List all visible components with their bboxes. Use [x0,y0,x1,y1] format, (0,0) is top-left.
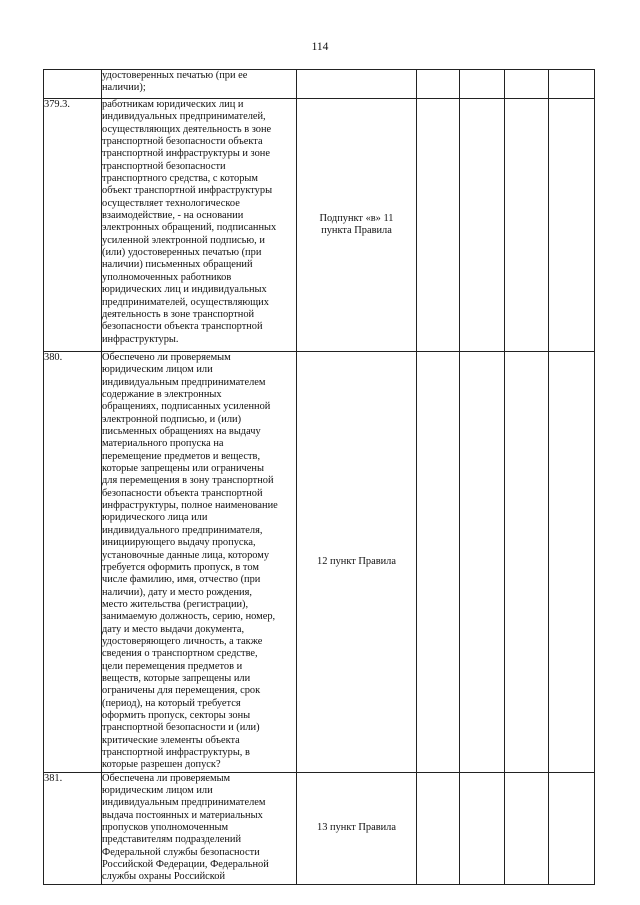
requirement-text-line: оформить пропуск, секторы зоны [102,709,251,721]
requirement-text [102,99,297,352]
requirement-text-line: взаимодействие, - на основании [102,210,244,222]
requirement-text-line: выдача постоянных и материальных [102,809,263,821]
requirement-text-line: осуществляет технологическое [102,197,240,209]
requirement-text-line: требуется оформить пропуск, в том [102,561,259,573]
requirement-text-line: работникам юридических лиц и [102,99,244,110]
item-number: 379.3. [44,99,102,352]
table-row [44,99,595,352]
legal-reference-line: Подпункт «в» 11 [319,212,394,224]
requirement-text-line: транспортной инфраструктуры и зоне [102,148,270,160]
requirement-text-line: транспортной безопасности и (или) [102,722,260,734]
requirement-text-line: для перемещения в зону транспортной [102,475,274,487]
requirement-text-line: Обеспечена ли проверяемым [102,772,231,784]
legal-reference [297,352,417,773]
requirement-text-line: ограничены для перемещения, срок [102,685,261,697]
requirement-text-line: наличии) письменных обращений [102,259,253,271]
requirement-text-line: (или) удостоверенных печатью (при [102,247,262,259]
requirement-text-line: Российской Федерации, Федеральной [102,859,269,871]
requirement-text-line: представителям подразделений [102,834,242,846]
requirement-text-line: удостоверяющего личность, а также [102,635,263,647]
requirement-text-line: объект транспортной инфраструктуры [102,185,273,197]
requirement-text-line: предпринимателей, осуществляющих [102,296,269,308]
answer-cell [460,352,505,773]
requirement-text-line: индивидуальным предпринимателем [102,797,266,809]
requirement-text-line: юридических лиц и индивидуальных [102,284,267,296]
requirement-text-line: инфраструктуры. [102,333,179,345]
item-number [44,70,102,99]
requirement-text-line: безопасности объекта транспортной [102,321,263,333]
requirement-text-line: наличии); [102,82,146,94]
legal-reference-line: пункта Правила [321,225,392,236]
requirement-text-line: электронных обращений, подписанных [102,222,277,234]
requirement-text-line: индивидуальным предпринимателем [102,376,266,388]
requirement-text-line: юридическим лицом или [102,364,213,376]
requirement-text-line: обращениях, подписанных усиленной [102,401,271,413]
table-row [44,70,595,99]
page-number: 114 [311,41,329,53]
requirement-text-line: письменных обращениях на выдачу [102,426,261,438]
table-body [44,70,595,885]
requirement-text-line: пропусков уполномоченным [102,822,229,834]
requirement-text-line: критические элементы объекта [102,734,240,746]
requirement-text-line: Федеральной службы безопасности [102,846,260,858]
item-number: 380. [44,352,102,773]
requirement-text-line: инициирующего выдачу пропуска, [102,537,256,549]
requirement-text [102,772,297,884]
requirement-text-line: материального пропуска на [102,438,224,450]
requirement-text-line: юридическим лицом или [102,785,213,797]
legal-reference [297,99,417,352]
requirement-text-line: содержание в электронных [102,389,222,401]
requirement-text-line: место жительства (регистрации), [102,598,249,610]
table-row [44,352,595,773]
answer-cell [505,99,549,352]
requirement-text-line: усиленной электронной подписью, и [102,234,265,246]
answer-cell [417,99,460,352]
requirement-text-line: установочные данные лица, которому [102,549,270,561]
answer-cell [505,772,549,884]
requirement-text-line: числе фамилию, имя, отчество (при [102,574,261,586]
answer-cell [505,352,549,773]
requirement-text-line: наличии), дату и место рождения, [102,586,252,598]
requirement-text-line: транспортной безопасности [102,160,226,172]
requirement-text-line: индивидуального предпринимателя, [102,524,263,536]
answer-cell [549,99,595,352]
answer-cell [505,70,549,99]
requirement-text-line: юридического лица или [102,512,208,524]
requirement-text-line: занимаемую должность, серию, номер, [102,611,276,623]
requirement-text-line: осуществляющих деятельность в зоне [102,123,272,135]
answer-cell [549,352,595,773]
requirement-text-line: дату и место выдачи документа, [102,623,245,635]
requirement-text-line: уполномоченных работников [102,271,232,283]
requirement-text-line: транспортной безопасности объекта [102,136,263,148]
requirement-text-line: перемещение предметов и веществ, [102,450,261,462]
answer-cell [460,99,505,352]
requirement-text-line: электронной подписью, и (или) [102,413,242,425]
requirement-text-line: веществ, которые запрещены или [102,672,251,684]
requirement-text [102,352,297,773]
requirement-text-line: которые разрешен допуск? [102,759,221,771]
answer-cell [417,352,460,773]
requirement-text-line: безопасности объекта транспортной [102,487,263,499]
requirement-text-line: транспортной инфраструктуры, в [102,747,250,758]
answer-cell [549,70,595,99]
answer-cell [417,70,460,99]
requirement-text-line: Обеспечено ли проверяемым [102,352,231,363]
requirement-text-line: цели перемещения предметов и [102,660,243,672]
legal-reference [297,70,417,99]
requirements-table [43,69,595,885]
answer-cell [460,70,505,99]
requirement-text-line: службы охраны Российской [102,871,226,883]
item-number: 381. [44,772,102,884]
requirement-text-line: которые запрещены или ограничены [102,463,264,475]
legal-reference-line: 13 пункт Правила [317,822,396,834]
table-row [44,772,595,884]
answer-cell [460,772,505,884]
legal-reference-line: 12 пункт Правила [317,555,396,567]
answer-cell [549,772,595,884]
requirement-text-line: деятельность в зоне транспортной [102,308,255,320]
requirement-text-line: инфраструктуры, полное наименование [102,500,278,512]
requirement-text-line: (период), на который требуется [102,697,241,709]
requirement-text-line: транспортного средства, с которым [102,173,258,185]
requirement-text-line: индивидуальных предпринимателей, [102,111,266,123]
requirement-text-line: удостоверенных печатью (при ее [102,70,248,81]
answer-cell [417,772,460,884]
legal-reference [297,772,417,884]
requirement-text-line: сведения о транспортном средстве, [102,648,258,660]
requirement-text [102,70,297,99]
